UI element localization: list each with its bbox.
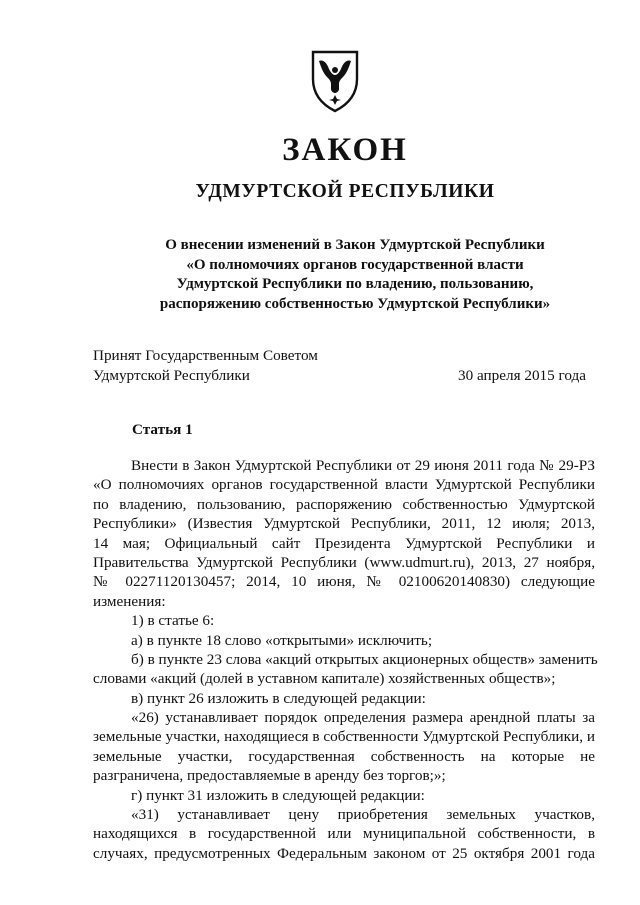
body-line: в) пункт 26 изложить в следующей редакции: bbox=[131, 689, 426, 707]
body-line: разграничена, предоставляемые в аренду без торгов;»; bbox=[93, 767, 446, 785]
body-line: 14 мая; Официальный сайт Президента Удмуртской Республики и bbox=[93, 534, 595, 552]
law-name-line: «О полномочиях органов государственной власти bbox=[186, 256, 524, 273]
udmurt-emblem-icon bbox=[309, 49, 361, 113]
body-line: находящихся в государственной или муниципальной собственности, в bbox=[93, 825, 595, 843]
adopted-by-line: Удмуртской Республики bbox=[93, 367, 250, 384]
law-name-line: Удмуртской Республики по владению, пользованию, bbox=[176, 276, 534, 292]
body-line: а) в пункте 18 слово «открытыми» исключить; bbox=[131, 631, 433, 649]
body-line: земельные участки, государственная собственность на которые не bbox=[93, 747, 595, 765]
body-line: земельные участки, находящиеся в собственности Удмуртской Республики, и bbox=[93, 728, 595, 746]
body-line: по владению, пользованию, распоряжению собственностью Удмуртской bbox=[93, 495, 595, 513]
body-line: Правительства Удмуртской Республики (www.udmurt.ru), 2013, 27 ноября, bbox=[93, 553, 595, 571]
body-line: словами «акций (долей в уставном капитале) хозяйственных обществ»; bbox=[93, 670, 556, 688]
body-line: «31) устанавливает цену приобретения земельных участков, bbox=[131, 806, 595, 824]
article-heading: Статья 1 bbox=[132, 421, 193, 438]
law-name bbox=[110, 236, 600, 314]
document-title: ЗАКОН bbox=[282, 132, 408, 168]
body-line: «О полномочиях органов государственной власти Удмуртской Республики bbox=[93, 476, 595, 494]
body-line: б) в пункте 23 слова «акций открытых акционерных обществ» заменить bbox=[131, 650, 598, 668]
body-line: № 02271120130457; 2014, 10 июня, № 02100620140830) следующие bbox=[93, 573, 595, 591]
law-name-line: распоряжению собственностью Удмуртской Республики» bbox=[159, 295, 551, 312]
adoption-date: 30 апреля 2015 года bbox=[458, 367, 586, 384]
body-line: г) пункт 31 изложить в следующей редакции: bbox=[131, 786, 425, 804]
body-line: случаях, предусмотренных Федеральным законом от 25 октября 2001 года bbox=[93, 844, 595, 862]
body-line: Внести в Закон Удмуртской Республики от 29 июня 2011 года № 29-РЗ bbox=[131, 457, 595, 474]
body-line: изменения: bbox=[93, 592, 166, 610]
article-body bbox=[93, 456, 598, 863]
law-name-line: О внесении изменений в Закон Удмуртской Республики bbox=[165, 237, 545, 253]
body-line: 1) в статье 6: bbox=[131, 612, 215, 630]
document-subtitle: УДМУРТСКОЙ РЕСПУБЛИКИ bbox=[195, 181, 495, 202]
adopted-by-line: Принят Государственным Советом bbox=[93, 347, 318, 364]
adopted-by bbox=[93, 346, 318, 386]
body-line: «26) устанавливает порядок определения размера арендной платы за bbox=[131, 709, 595, 727]
body-line: Республики» (Известия Удмуртской Республики, 2011, 12 июля; 2013, bbox=[93, 515, 595, 533]
